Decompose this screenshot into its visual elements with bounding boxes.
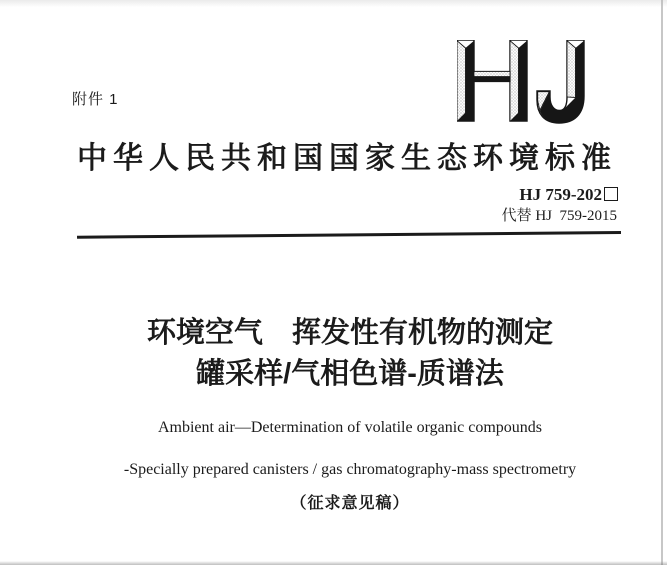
title-en-line1: Ambient air—Determination of volatile organic compounds [157, 419, 543, 436]
year-placeholder-box [604, 187, 618, 201]
standard-authority-heading: 中华人民共和国国家生态环境标准 [77, 142, 617, 175]
hj-logo [457, 40, 585, 124]
standard-number [519, 186, 618, 205]
title-en-line2: -Specially prepared canisters / gas chromatography-mass spectrometry [123, 461, 577, 478]
attachment-label: 附件 1 [72, 91, 119, 108]
header-rule [77, 231, 621, 238]
replaces-label: 代替 HJ 759-2015 [501, 208, 617, 224]
title-cn-line1: 环境空气 挥发性有机物的测定 [146, 317, 553, 349]
hj-logo-h [457, 40, 527, 121]
draft-note: （征求意见稿） [290, 495, 410, 512]
standard-number-text: HJ 759-202 [519, 185, 602, 204]
hj-logo-j [537, 40, 584, 123]
scan-edge-right [661, 0, 663, 565]
scan-edge-bottom [0, 561, 667, 565]
title-cn-line2: 罐采样/气相色谱-质谱法 [196, 358, 504, 390]
scan-edge-top [0, 0, 667, 7]
